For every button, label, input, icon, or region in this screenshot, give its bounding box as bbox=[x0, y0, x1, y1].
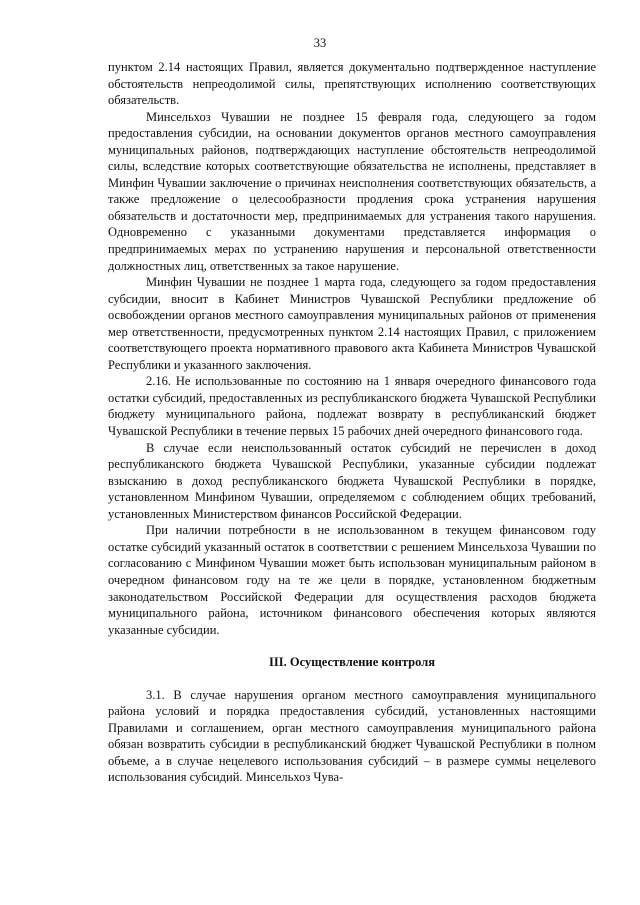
page-number: 33 bbox=[313, 36, 327, 50]
paragraph-clause-3-1: 3.1. В случае нарушения органом местного самоуправления муниципального района условий и порядка предоставления субсидий, установленных настоящими Правилами и соглашением, орган местного самоуправления муниципального района обязан возвратить субсидии в республиканский бюджет Чувашской Республики в полном объеме, а в случае нецелевого использования субсидий – в размере суммы нецелевого использования субсидий. Минсельхоз Чува- bbox=[108, 687, 596, 785]
paragraph: Минсельхоз Чувашии не позднее 15 февраля года, следующего за годом предоставления субсидии, на основании документов органов местного самоуправления муниципальных районов, подтверждающих наступление обстоятельств непреодолимой силы, вследствие которых соответствующие обязательства не исполнены, представляет в Минфин Чувашии заключение о причинах неисполнения соответствующих обязательств, а также предложение о целесообразности продления срока устранения нарушения обязательств и достаточности мер, предпринимаемых для устранения такого нарушения. Одновременно с указанными документами представляется информация о предпринимаемых мерах по устранению нарушения и персональной ответственности должностных лиц, ответственных за такое нарушение. bbox=[108, 109, 596, 273]
section-heading: III. Осуществление контроля bbox=[269, 655, 435, 670]
paragraph-clause-2-16: 2.16. Не использованные по состоянию на 1 января очередного финансового года остатки субсидий, предоставленных из республиканского бюджета Чувашской Республики бюджету муниципального района, подлежат возврату в республиканский бюджет Чувашской Республики в течение первых 15 рабочих дней очередного финансового года. bbox=[108, 374, 596, 439]
paragraph: В случае если неиспользованный остаток субсидий не перечислен в доход республиканского бюджета Чувашской Республики, указанные субсидии подлежат взысканию в доход республиканского бюджета Чувашской Республики в порядке, установленном Минфином Чувашии, определяемом с соблюдением общих требований, установленных Министерством финансов Российской Федерации. bbox=[108, 440, 596, 521]
paragraph-continuation: пунктом 2.14 настоящих Правил, является документально подтвержденное наступление обстоятельств непреодолимой силы, препятствующих исполнению соответствующих обязательств. bbox=[108, 60, 596, 108]
paragraph: При наличии потребности в не использованном в текущем финансовом году остатке субсидий указанный остаток в соответствии с решением Минсельхоза Чувашии по согласованию с Минфином Чувашии может быть использован муниципальным районом в очередном финансовом году на те же цели в порядке, установленном бюджетным законодательством Российской Федерации для осуществления расходов бюджета муниципального района, источником финансового обеспечения которых являются указанные субсидии. bbox=[108, 523, 596, 637]
document-body bbox=[108, 59, 596, 786]
paragraph: Минфин Чувашии не позднее 1 марта года, следующего за годом предоставления субсидии, вносит в Кабинет Министров Чувашской Республики предложение об освобождении органов местного самоуправления муниципальных районов от применения мер ответственности, предусмотренных пунктом 2.14 настоящих Правил, с приложением соответствующего проекта нормативного правового акта Кабинета Министров Чувашской Республики и указанного заключения. bbox=[108, 275, 596, 372]
